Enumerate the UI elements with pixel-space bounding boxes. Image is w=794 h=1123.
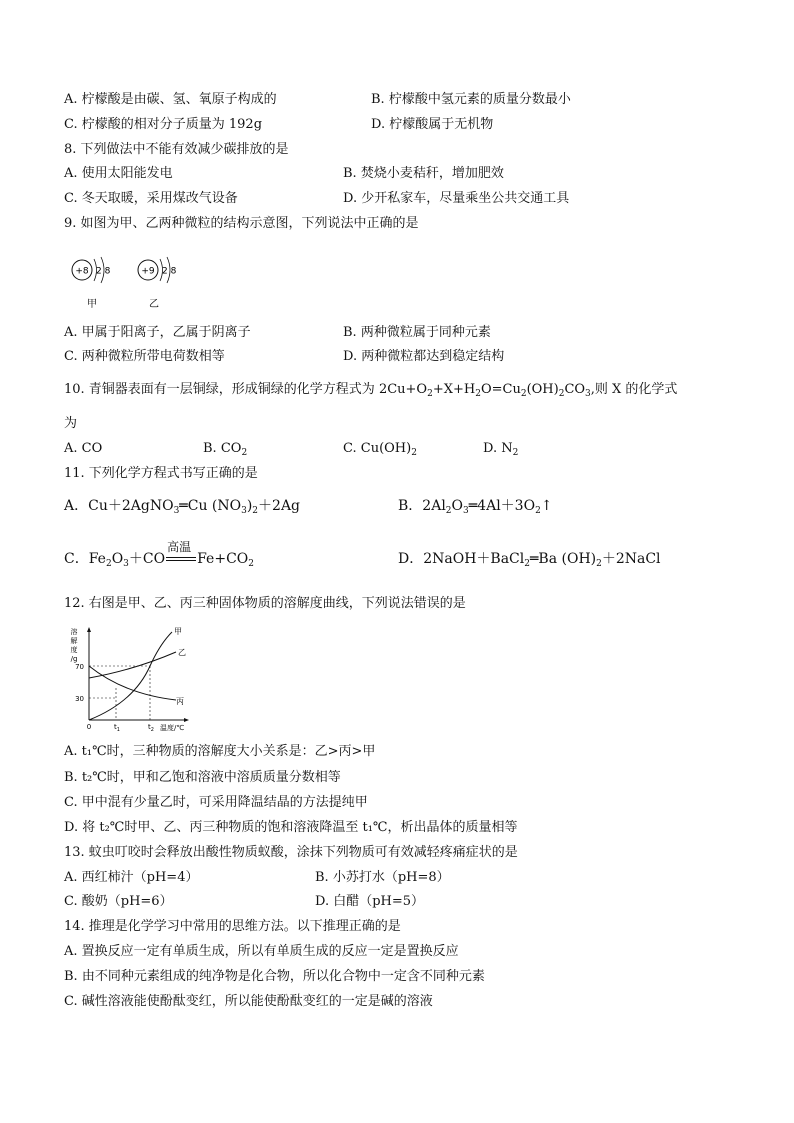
x-tick-t1: $t_1$ [114,723,120,733]
q9-option-d: D. 两种微粒都达到稳定结构 [343,349,505,364]
q12-option-d: D. 将 t₂℃时甲、乙、丙三种物质的饱和溶液降温至 t₁℃，析出晶体的质量相等 [64,820,518,835]
q10-option-b: B. $CO_2$ [203,441,248,458]
q13-option-d: D. 白醋（pH=5） [315,894,425,909]
q11-stem: 11. 下列化学方程式书写正确的是 [64,466,258,481]
particle-yi-label: 乙 [149,299,159,310]
particle-jia-shells: 2 8 [96,266,111,277]
q10-stem-wrap: 为 [64,416,78,431]
particle-yi [138,257,177,310]
q7-option-d: D. 柠檬酸属于无机物 [371,117,494,132]
q8-option-d: D. 少开私家车，尽量乘坐公共交通工具 [343,191,570,206]
reaction-condition: 高温 [165,551,197,567]
y-label-char-1: 溶 [70,628,78,636]
q8-option-b: B. 焚烧小麦秸秆，增加肥效 [343,166,504,181]
y-unit: /g [70,655,78,663]
q7-option-b: B. 柠檬酸中氢元素的质量分数最小 [371,92,571,107]
series-label-bing: 丙 [176,697,184,706]
particle-jia-label: 甲 [87,299,97,310]
q11-option-c: C．$Fe_2O_3+CO$ 高温 $Fe+CO_2$ [64,540,254,569]
q8-option-a: A. 使用太阳能发电 [64,166,173,181]
q9-stem: 9. 如图为甲、乙两种微粒的结构示意图，下列说法中正确的是 [64,216,419,231]
q13-option-c: C. 酸奶（pH=6） [64,894,173,909]
y-label-char-2: 解 [70,637,78,645]
q10-option-c: C. $Cu(OH)_2$ [343,441,417,458]
q14-option-c: C. 碱性溶液能使酚酞变红，所以能使酚酞变红的一定是碱的溶液 [64,994,433,1009]
q13-option-b: B. 小苏打水（pH=8） [315,870,450,885]
y-tick-30: 30 [75,695,84,703]
series-label-jia: 甲 [174,627,182,636]
y-label-char-3: 度 [70,646,78,654]
q13-stem: 13. 蚊虫叮咬时会释放出酸性物质蚁酸，涂抹下列物质可有效减轻疼痛症状的是 [64,845,518,860]
q10-option-a: A. CO [64,441,103,456]
q12-option-b: B. t₂℃时，甲和乙饱和溶液中溶质质量分数相等 [64,770,341,785]
curve-bing [89,666,176,700]
q12-option-c: C. 甲中混有少量乙时，可采用降温结晶的方法提纯甲 [64,795,368,810]
q14-option-b: B. 由不同种元素组成的纯净物是化合物，所以化合物中一定含不同种元素 [64,969,485,984]
q7-option-a: A. 柠檬酸是由碳、氢、氧原子构成的 [64,92,277,107]
x-axis-label: 温度/℃ [160,724,185,732]
q13-option-a: A. 西红柿汁（pH=4） [64,870,199,885]
q9-option-c: C. 两种微粒所带电荷数相等 [64,349,225,364]
q12-stem: 12. 右图是甲、乙、丙三种固体物质的溶解度曲线，下列说法错误的是 [64,596,466,611]
q10-stem: 10. 青铜器表面有一层铜绿，形成铜绿的化学方程式为 $2Cu+O_2+X+H_2O=Cu_2(OH)_2CO_3$,则 X 的化学式 [64,382,678,399]
q14-option-a: A. 置换反应一定有单质生成，所以有单质生成的反应一定是置换反应 [64,944,459,959]
x-tick-origin: 0 [86,723,92,731]
q10-option-d: D. $N_2$ [483,441,519,458]
x-tick-t2: $t_2$ [148,723,154,733]
q8-stem: 8. 下列做法中不能有效减少碳排放的是 [64,142,289,157]
q7-option-c: C. 柠檬酸的相对分子质量为 192g [64,117,263,132]
particle-yi-nucleus: +9 [141,266,155,277]
particle-yi-shells: 2 8 [162,266,177,277]
q14-stem: 14. 推理是化学学习中常用的思维方法。以下推理正确的是 [64,919,401,934]
curve-yi [89,652,176,678]
series-label-yi: 乙 [178,648,186,657]
particle-jia-nucleus: +8 [75,266,89,277]
solubility-curve-chart [64,622,194,734]
q9-option-a: A. 甲属于阳离子，乙属于阴离子 [64,325,251,340]
particle-jia [72,257,111,310]
y-tick-70: 70 [75,663,84,671]
q8-option-c: C. 冬天取暖，采用煤改气设备 [64,191,238,206]
q11-option-b: B．$2Al_2O_3═4Al+3O_2↑$ [398,498,553,516]
q12-option-a: A. t₁℃时，三种物质的溶解度大小关系是：乙>丙>甲 [64,744,376,759]
q11-option-d: D．2NaOH＋BaCl$_2$═Ba $(OH)_2+2NaCl$ [398,551,661,569]
particle-structure-diagram [64,245,204,315]
q9-option-b: B. 两种微粒属于同种元素 [343,325,491,340]
q11-option-a: A．Cu＋2AgNO$_3$═Cu $(NO_3)_2+2Ag$ [64,498,301,516]
